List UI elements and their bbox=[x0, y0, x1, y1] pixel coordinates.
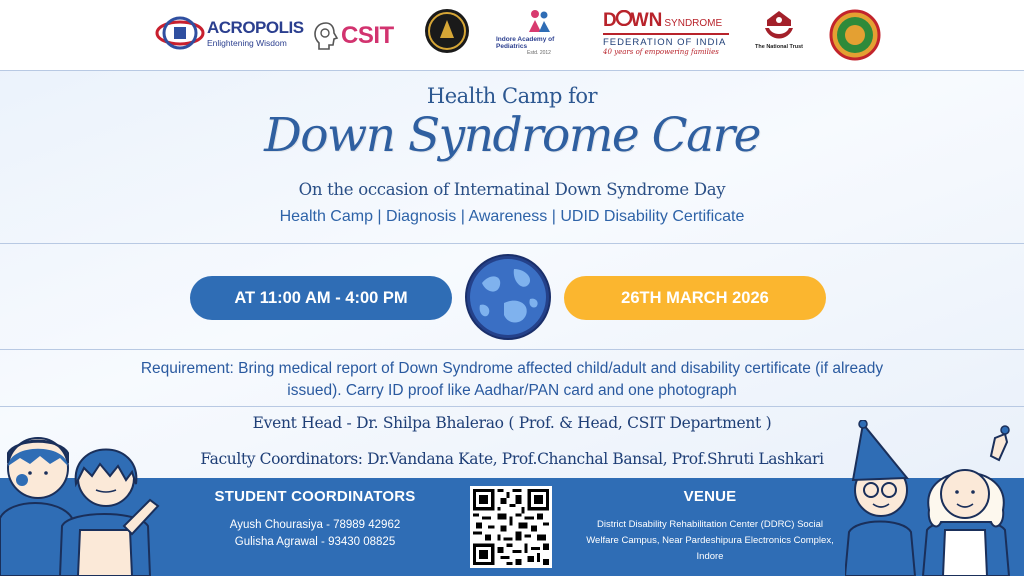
requirement-divider bbox=[0, 406, 1024, 407]
csit-logo bbox=[313, 18, 405, 54]
national-trust-logo bbox=[756, 8, 802, 62]
globe-o-icon bbox=[616, 10, 632, 26]
venue-line-1: District Disability Rehabilitation Center (DDRC) Social bbox=[597, 519, 823, 530]
venue-title: VENUE bbox=[683, 488, 737, 505]
event-head: Event Head - Dr. Shilpa Bhalerao ( Prof. & Head, CSIT Department ) bbox=[252, 414, 772, 432]
date-pill: 26TH MARCH 2026 bbox=[564, 276, 826, 320]
acropolis-logo bbox=[155, 15, 305, 51]
requirement-text: Requirement: Bring medical report of Down Syndrome affected child/adult and disability certificate (if already issued). Carry ID proof like Aadhar/PAN card and one photograph bbox=[140, 360, 884, 399]
occasion-line: On the occasion of Internatinal Down Syndrome Day bbox=[298, 180, 726, 199]
acropolis-tagline: Enlightening Wisdom bbox=[207, 38, 287, 48]
dsfi-syndrome: SYNDROME bbox=[664, 18, 723, 29]
csit-name: CSIT bbox=[341, 22, 394, 49]
dsfi-logo bbox=[603, 10, 733, 60]
trust-hands-icon bbox=[762, 8, 796, 44]
children-figure-icon bbox=[525, 8, 553, 36]
children-illustration-left bbox=[0, 418, 175, 576]
acropolis-emblem-icon bbox=[155, 15, 205, 51]
dsfi-tagline: 40 years of empowering families bbox=[603, 47, 719, 56]
student-coordinators-title: STUDENT COORDINATORS bbox=[214, 488, 416, 505]
dsfi-federation: FEDERATION OF INDIA bbox=[603, 36, 727, 48]
time-pill: AT 11:00 AM - 4:00 PM bbox=[190, 276, 452, 320]
globe-icon bbox=[464, 253, 552, 341]
schedule-divider bbox=[0, 349, 1024, 350]
page-title: Down Syndrome Care bbox=[264, 108, 760, 163]
national-trust-name: The National Trust bbox=[755, 44, 803, 50]
government-seal-logo bbox=[829, 9, 881, 61]
qr-code[interactable] bbox=[470, 486, 552, 568]
children-illustration-right bbox=[845, 420, 1024, 576]
venue-line-3: Indore bbox=[696, 551, 724, 562]
student-coordinator-2: Gulisha Agrawal - 93430 08825 bbox=[234, 536, 396, 548]
iap-estd: Estd. 2012 bbox=[527, 50, 551, 56]
gold-emblem-logo bbox=[424, 8, 470, 54]
gold-seal-icon bbox=[424, 8, 470, 54]
pre-title: Health Camp for bbox=[426, 84, 598, 108]
student-coordinators bbox=[200, 488, 430, 551]
qr-code-icon bbox=[473, 489, 549, 565]
faculty-coordinators: Faculty Coordinators: Dr.Vandana Kate, Prof.Chanchal Bansal, Prof.Shruti Lashkari bbox=[200, 450, 824, 468]
acropolis-name: ACROPOLIS bbox=[207, 18, 304, 37]
iap-logo bbox=[496, 8, 582, 60]
venue-line-2: Welfare Campus, Near Pardeshipura Electronics Complex, bbox=[586, 535, 834, 546]
heading-divider bbox=[0, 243, 1024, 244]
dsfi-d: D bbox=[603, 10, 617, 31]
venue bbox=[570, 488, 850, 565]
head-gear-icon bbox=[313, 21, 339, 51]
student-coordinator-1: Ayush Chourasiya - 78989 42962 bbox=[229, 519, 401, 531]
state-emblem-icon bbox=[829, 9, 881, 61]
services-tagline: Health Camp | Diagnosis | Awareness | UDID Disability Certificate bbox=[279, 208, 745, 225]
dsfi-wn: WN bbox=[630, 10, 663, 31]
top-divider bbox=[0, 70, 1024, 71]
iap-name: Indore Academy of Pediatrics bbox=[496, 36, 555, 50]
logo-bar bbox=[0, 0, 1024, 70]
